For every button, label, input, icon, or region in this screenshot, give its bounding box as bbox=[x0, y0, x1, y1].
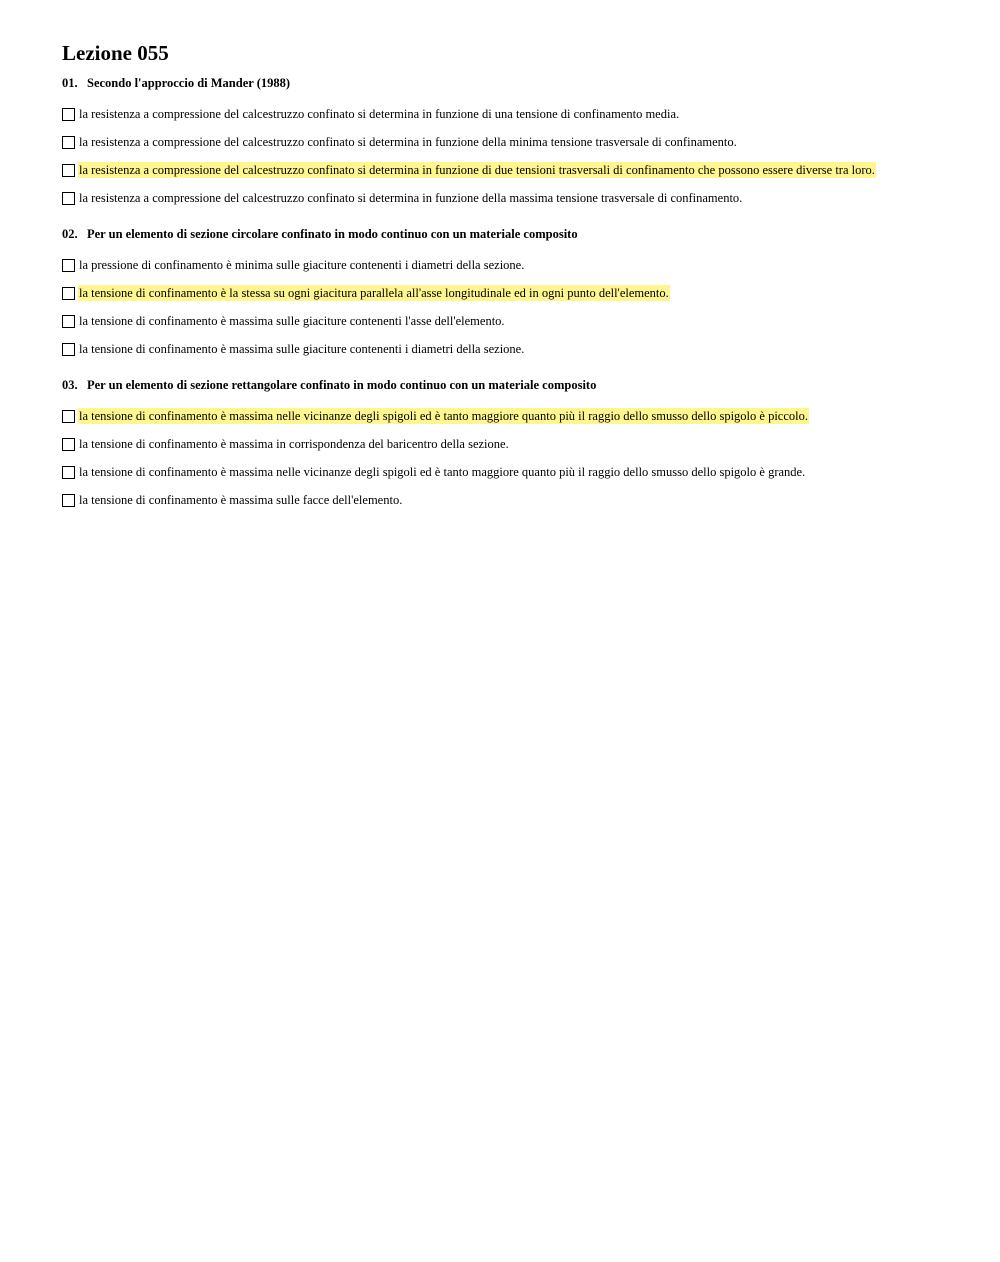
answer-option-text: la tensione di confinamento è massima nelle vicinanze degli spigoli ed è tanto maggiore quanto più il raggio dello smusso dello spigolo è grande. bbox=[79, 465, 806, 479]
question-text: Per un elemento di sezione circolare confinato in modo continuo con un materiale composito bbox=[87, 227, 578, 241]
question-header bbox=[62, 376, 962, 394]
answer-checkbox[interactable] bbox=[62, 192, 75, 205]
answer-option[interactable] bbox=[62, 184, 962, 212]
answer-checkbox[interactable] bbox=[62, 466, 75, 479]
lesson-title: Lezione 055 bbox=[62, 41, 169, 65]
answer-checkbox[interactable] bbox=[62, 315, 75, 328]
answer-option[interactable] bbox=[62, 402, 962, 430]
answer-option[interactable] bbox=[62, 430, 962, 458]
question-2 bbox=[62, 225, 962, 363]
question-number: 02. bbox=[62, 227, 78, 241]
question-3 bbox=[62, 376, 962, 514]
answer-checkbox[interactable] bbox=[62, 259, 75, 272]
answer-option[interactable] bbox=[62, 100, 962, 128]
answer-options bbox=[62, 402, 962, 514]
answer-option-text: la tensione di confinamento è massima sulle giaciture contenenti i diametri della sezione. bbox=[79, 342, 525, 356]
question-header bbox=[62, 74, 962, 92]
answer-option-text: la pressione di confinamento è minima sulle giaciture contenenti i diametri della sezione. bbox=[79, 258, 525, 272]
question-number: 01. bbox=[62, 76, 78, 90]
answer-option[interactable] bbox=[62, 458, 962, 486]
answer-option[interactable] bbox=[62, 156, 962, 184]
answer-option-text: la resistenza a compressione del calcestruzzo confinato si determina in funzione della minima tensione trasversale di confinamento. bbox=[79, 135, 737, 149]
question-text: Per un elemento di sezione rettangolare confinato in modo continuo con un materiale composito bbox=[87, 378, 597, 392]
answer-checkbox[interactable] bbox=[62, 438, 75, 451]
question-number: 03. bbox=[62, 378, 78, 392]
answer-option-text: la tensione di confinamento è massima in corrispondenza del baricentro della sezione. bbox=[79, 437, 509, 451]
answer-option-text: la tensione di confinamento è massima sulle giaciture contenenti l'asse dell'elemento. bbox=[79, 314, 505, 328]
answer-options bbox=[62, 100, 962, 212]
answer-option[interactable] bbox=[62, 279, 962, 307]
answer-checkbox[interactable] bbox=[62, 287, 75, 300]
answer-option[interactable] bbox=[62, 307, 962, 335]
answer-option[interactable] bbox=[62, 128, 962, 156]
question-text: Secondo l'approccio di Mander (1988) bbox=[87, 76, 291, 90]
answer-checkbox[interactable] bbox=[62, 494, 75, 507]
answer-checkbox[interactable] bbox=[62, 108, 75, 121]
answer-option-text: la resistenza a compressione del calcestruzzo confinato si determina in funzione della massima tensione trasversale di confinamento. bbox=[79, 191, 743, 205]
answer-option[interactable] bbox=[62, 251, 962, 279]
answer-option-text: la tensione di confinamento è la stessa su ogni giacitura parallela all'asse longitudinale ed in ogni punto dell'elemento. bbox=[79, 286, 669, 300]
answer-checkbox[interactable] bbox=[62, 343, 75, 356]
question-header bbox=[62, 225, 962, 243]
answer-option[interactable] bbox=[62, 335, 962, 363]
answer-option-text: la tensione di confinamento è massima sulle facce dell'elemento. bbox=[79, 493, 403, 507]
answer-options bbox=[62, 251, 962, 363]
answer-option[interactable] bbox=[62, 486, 962, 514]
question-1 bbox=[62, 74, 962, 212]
answer-checkbox[interactable] bbox=[62, 136, 75, 149]
answer-option-text: la resistenza a compressione del calcestruzzo confinato si determina in funzione di due tensioni trasversali di confinamento che possono essere diverse tra loro. bbox=[79, 163, 875, 177]
answer-option-text: la resistenza a compressione del calcestruzzo confinato si determina in funzione di una tensione di confinamento media. bbox=[79, 107, 680, 121]
answer-option-text: la tensione di confinamento è massima nelle vicinanze degli spigoli ed è tanto maggiore quanto più il raggio dello smusso dello spigolo è piccolo. bbox=[79, 409, 808, 423]
answer-checkbox[interactable] bbox=[62, 410, 75, 423]
answer-checkbox[interactable] bbox=[62, 164, 75, 177]
